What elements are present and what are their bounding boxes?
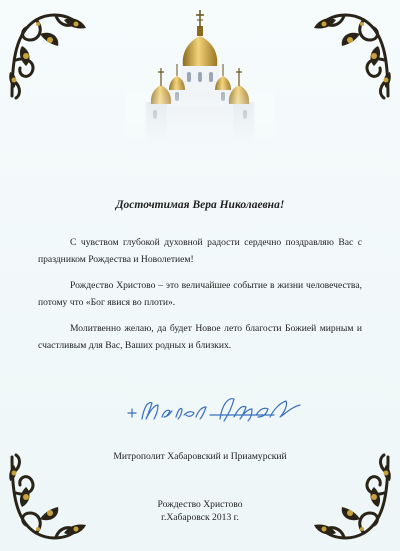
salutation: Досточтимая Вера Николаевна!: [115, 199, 285, 211]
corner-ornament-icon: [302, 10, 394, 102]
corner-ornament-icon: [302, 451, 394, 543]
letter-body: [38, 234, 362, 363]
corner-ornament-icon: [6, 451, 98, 543]
cathedral-domes-icon: [125, 6, 275, 144]
handwritten-signature: [124, 393, 314, 427]
letter-footer: [0, 499, 400, 524]
corner-ornament-icon: [6, 10, 98, 102]
signer-title: Митрополит Хабаровский и Приамурский: [113, 451, 287, 462]
footer-line-occasion: Рождество Христово: [157, 499, 243, 510]
footer-line-place-date: г.Хабаровск 2013 г.: [161, 511, 239, 523]
paragraph: Рождество Христово – это величайшее событие в жизни человечества, потому что «Бог явися во плоти».: [38, 280, 362, 308]
paragraph: Молитвенно желаю, да будет Новое лето благости Божией мирным и счастливым для Вас, Ваших родных и близких.: [38, 323, 362, 351]
paragraph: С чувством глубокой духовной радости сердечно поздравляю Вас с праздником Рождества и Новолетием!: [38, 237, 362, 265]
